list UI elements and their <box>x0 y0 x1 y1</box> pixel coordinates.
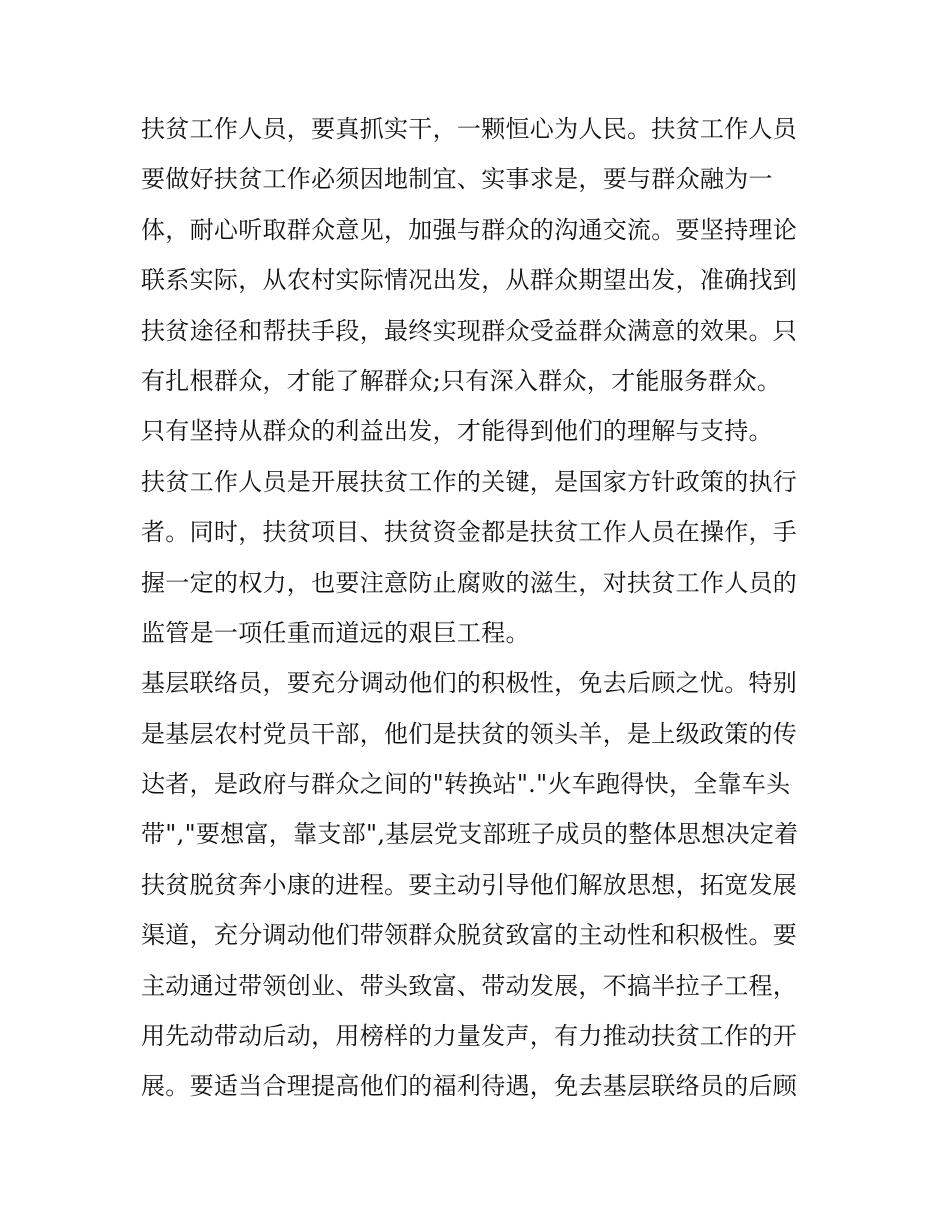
text-line-4: 联系实际，从农村实际情况出发，从群众期望出发，准确找到 <box>141 266 798 295</box>
text-line-14: 达者，是政府与群众之间的"转换站"."火车跑得快，全靠车头 <box>141 770 791 799</box>
text-line-19: 用先动带动后动，用榜样的力量发声，有力推动扶贫工作的开 <box>141 1022 798 1051</box>
body-text <box>141 104 821 1112</box>
text-line-1: 扶贫工作人员，要真抓实干，一颗恒心为人民。扶贫工作人员 <box>141 115 798 143</box>
text-line-9: 者。同时，扶贫项目、扶贫资金都是扶贫工作人员在操作，手 <box>141 518 798 547</box>
text-line-20: 展。要适当合理提高他们的福利待遇，免去基层联络员的后顾 <box>141 1072 798 1101</box>
text-line-10: 握一定的权力，也要注意防止腐败的滋生，对扶贫工作人员的 <box>141 568 798 597</box>
text-line-15: 带","要想富，靠支部",基层党支部班子成员的整体思想决定着 <box>141 820 799 849</box>
text-line-5: 扶贫途径和帮扶手段，最终实现群众受益群众满意的效果。只 <box>141 316 798 345</box>
text-line-8: 扶贫工作人员是开展扶贫工作的关键，是国家方针政策的执行 <box>141 467 798 496</box>
text-line-16: 扶贫脱贫奔小康的进程。要主动引导他们解放思想，拓宽发展 <box>141 870 798 899</box>
text-line-12: 基层联络员，要充分调动他们的积极性，免去后顾之忧。特别 <box>141 669 798 698</box>
text-line-13: 是基层农村党员干部，他们是扶贫的领头羊，是上级政策的传 <box>141 719 798 748</box>
text-line-7: 只有坚持从群众的利益出发，才能得到他们的理解与支持。 <box>141 417 773 446</box>
text-line-17: 渠道，充分调动他们带领群众脱贫致富的主动性和积极性。要 <box>141 921 798 950</box>
text-line-3: 体，耐心听取群众意见，加强与群众的沟通交流。要坚持理论 <box>141 215 798 244</box>
text-line-2: 要做好扶贫工作必须因地制宜、实事求是，要与群众融为一 <box>141 165 773 194</box>
text-line-6: 有扎根群众，才能了解群众;只有深入群众，才能服务群众。 <box>141 366 782 395</box>
text-line-18: 主动通过带领创业、带头致富、带动发展，不搞半拉子工程， <box>141 971 798 1000</box>
text-line-11: 监管是一项任重而道远的艰巨工程。 <box>141 618 530 647</box>
